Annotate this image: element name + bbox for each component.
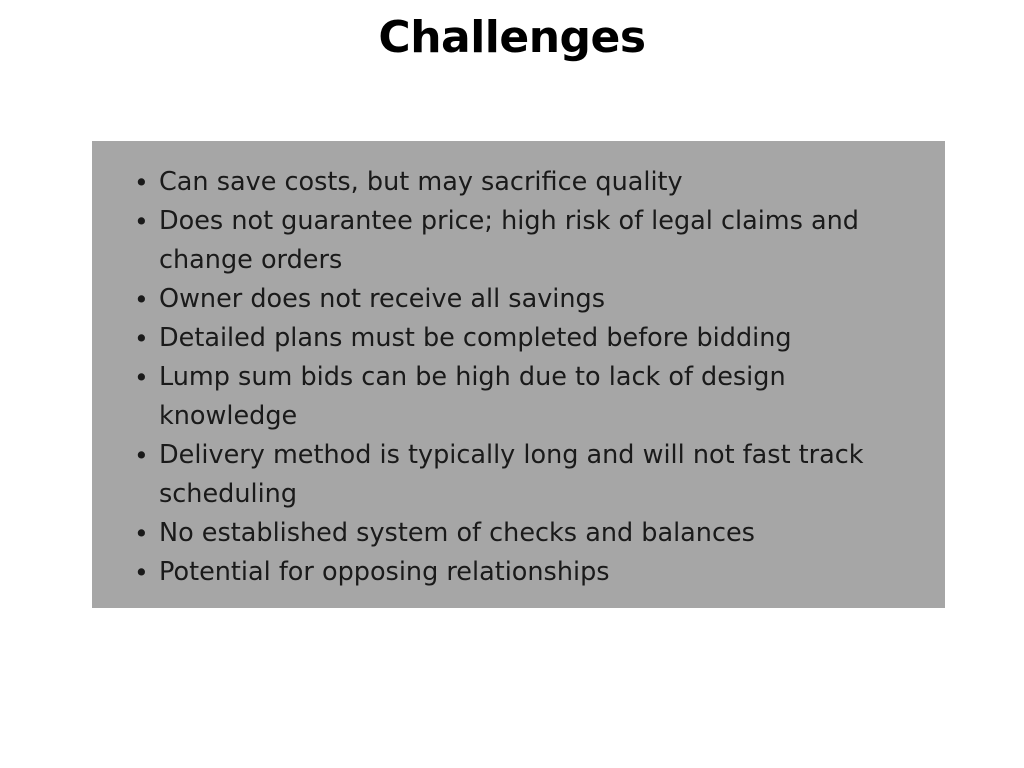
- list-item: • Potential for opposing relationships: [112, 553, 925, 592]
- list-item: • Owner does not receive all savings: [112, 280, 925, 319]
- bullet-list: [112, 163, 925, 592]
- list-item: • Can save costs, but may sacrifice quality: [112, 163, 925, 202]
- list-item: • Detailed plans must be completed before bidding: [112, 319, 925, 358]
- list-item: • No established system of checks and balances: [112, 514, 925, 553]
- content-box: [92, 141, 945, 608]
- page-title: Challenges: [378, 12, 646, 63]
- list-item: • Does not guarantee price; high risk of legal claims and change orders: [112, 202, 925, 280]
- list-item: • Lump sum bids can be high due to lack of design knowledge: [112, 358, 925, 436]
- list-item: • Delivery method is typically long and will not fast track scheduling: [112, 436, 925, 514]
